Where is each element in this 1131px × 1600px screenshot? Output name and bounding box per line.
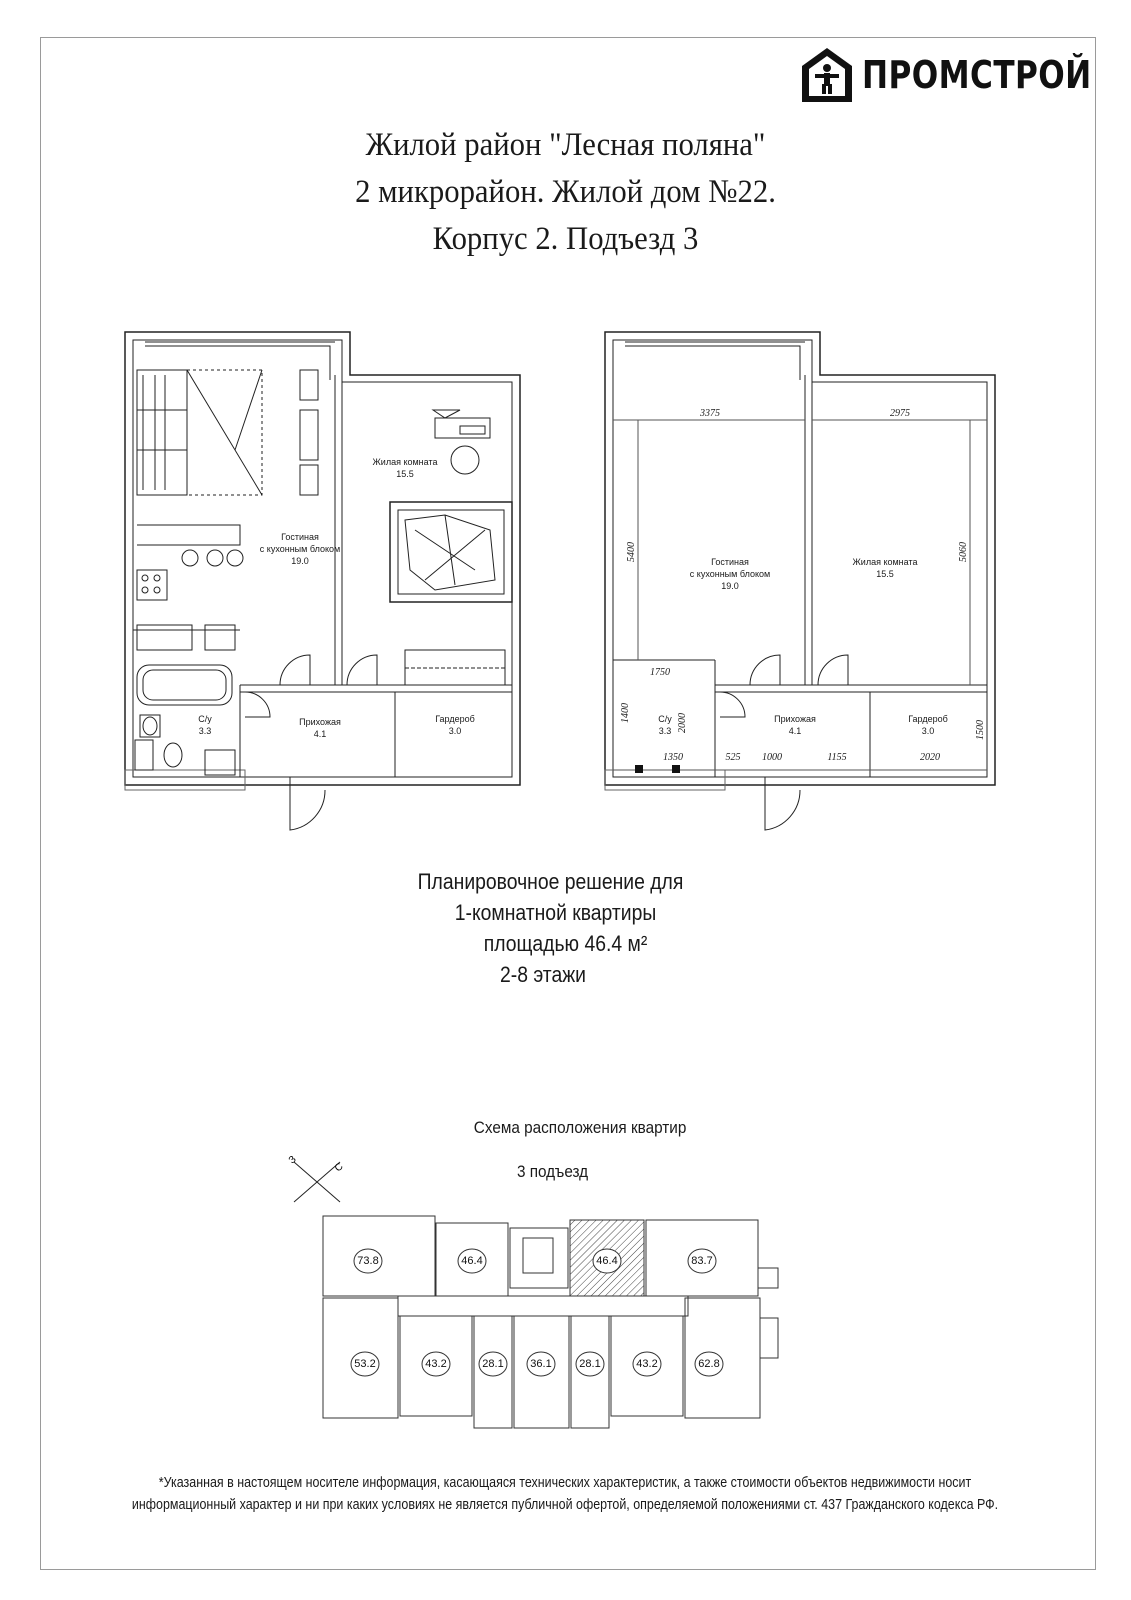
project-title xyxy=(0,122,1131,263)
title-line-3: Корпус 2. Подъезд 3 xyxy=(432,221,699,257)
footnote-line-1: *Указанная в настоящем носителе информация, касающаяся технических характеристик, а также стоимости объектов недвижимости носит xyxy=(158,1475,972,1491)
wardrobe-area: 3.0 xyxy=(448,726,462,736)
living-room-name-1: Гостиная xyxy=(281,532,319,542)
dim-bedroom-width: 2975 xyxy=(890,408,910,419)
dim-living-depth: 5400 xyxy=(626,542,637,562)
hall-name: Прихожая xyxy=(299,717,341,727)
dim-wardrobe-area: 3.0 xyxy=(921,726,935,736)
bedroom-name: Жилая комната xyxy=(372,457,438,467)
apartment-top-2: 46.4 xyxy=(461,1254,483,1267)
dim-bedroom-name: Жилая комната xyxy=(852,557,918,567)
dim-hall-seg2: 1000 xyxy=(762,752,782,763)
bedroom-area: 15.5 xyxy=(396,469,414,479)
desc-line-2: 1-комнатной квартиры xyxy=(454,900,657,925)
bathroom-name: С/у xyxy=(198,714,212,724)
dim-wardrobe-name: Гардероб xyxy=(908,714,948,724)
dim-bedroom-depth: 5060 xyxy=(958,542,969,562)
apartment-top-1: 73.8 xyxy=(357,1254,379,1267)
apartment-bottom-3: 28.1 xyxy=(482,1357,504,1370)
dim-living-name-2: с кухонным блоком xyxy=(689,569,771,579)
apartment-description xyxy=(0,866,1131,990)
desc-line-4: 2-8 этажи xyxy=(499,962,586,987)
apartment-bottom-6: 43.2 xyxy=(636,1357,658,1370)
apartment-bottom-1: 53.2 xyxy=(354,1357,376,1370)
dim-bath-bottom: 1350 xyxy=(663,752,683,763)
dim-bath-depth2: 2000 xyxy=(677,713,688,733)
legal-footnote xyxy=(60,1472,1070,1516)
hall-area: 4.1 xyxy=(313,729,327,739)
dimensioned-floor-plan xyxy=(600,330,1020,850)
living-room-area: 19.0 xyxy=(291,556,309,566)
dim-wardrobe-width: 2020 xyxy=(920,752,940,763)
brand-logo xyxy=(800,44,1131,106)
dim-living-name-1: Гостиная xyxy=(711,557,749,567)
desc-line-3: площадью 46.4 м² xyxy=(483,931,648,956)
floor-scheme-drawing xyxy=(318,1208,798,1430)
bathroom-area: 3.3 xyxy=(198,726,212,736)
title-line-1: Жилой район "Лесная поляна" xyxy=(365,127,766,163)
furnished-plan-drawing xyxy=(115,330,535,850)
title-line-2: 2 микрорайон. Жилой дом №22. xyxy=(355,174,776,210)
apartment-bottom-5: 28.1 xyxy=(579,1357,601,1370)
compass-west: З xyxy=(286,1153,299,1167)
dim-living-area: 19.0 xyxy=(721,581,739,591)
dim-bath-depth: 1400 xyxy=(620,703,631,723)
compass-north: С xyxy=(332,1161,346,1175)
scheme-title: Схема расположения квартир xyxy=(474,1118,687,1137)
apartment-bottom-2: 43.2 xyxy=(425,1357,447,1370)
house-with-person-icon xyxy=(800,46,854,104)
dim-hall-seg3: 1155 xyxy=(827,752,847,763)
dim-hall-area: 4.1 xyxy=(788,726,802,736)
dim-hall-name: Прихожая xyxy=(774,714,816,724)
entrance-label: 3 подъезд xyxy=(517,1162,589,1181)
apartment-top-4: 83.7 xyxy=(691,1254,713,1267)
apartment-top-3-highlighted: 46.4 xyxy=(596,1254,618,1267)
apartment-bottom-7: 62.8 xyxy=(698,1357,720,1370)
dim-bathroom-name: С/у xyxy=(658,714,672,724)
brand-name: ПРОМСТРОЙ xyxy=(862,53,1092,97)
dim-wardrobe-depth: 1500 xyxy=(975,720,986,740)
floor-scheme xyxy=(318,1208,798,1430)
furnished-floor-plan xyxy=(115,330,535,850)
footnote-line-2: информационный характер и ни при каких условиях не является публичной офертой, определяемой положениями ст. 437 Гражданского кодекса РФ. xyxy=(131,1497,999,1513)
compass-icon xyxy=(282,1150,352,1210)
apartment-bottom-4: 36.1 xyxy=(530,1357,552,1370)
dim-living-width: 3375 xyxy=(700,408,720,419)
bottom-row-apartments xyxy=(351,1352,723,1376)
dim-bathroom-area: 3.3 xyxy=(658,726,672,736)
dim-hall-seg1: 525 xyxy=(725,752,741,763)
top-row-apartments xyxy=(354,1249,716,1273)
dimension-plan-drawing xyxy=(600,330,1020,850)
living-room-name-2: с кухонным блоком xyxy=(259,544,341,554)
wardrobe-name: Гардероб xyxy=(435,714,475,724)
dim-bath-width: 1750 xyxy=(650,667,670,678)
dim-bedroom-area: 15.5 xyxy=(876,569,894,579)
desc-line-1: Планировочное решение для xyxy=(417,869,684,894)
